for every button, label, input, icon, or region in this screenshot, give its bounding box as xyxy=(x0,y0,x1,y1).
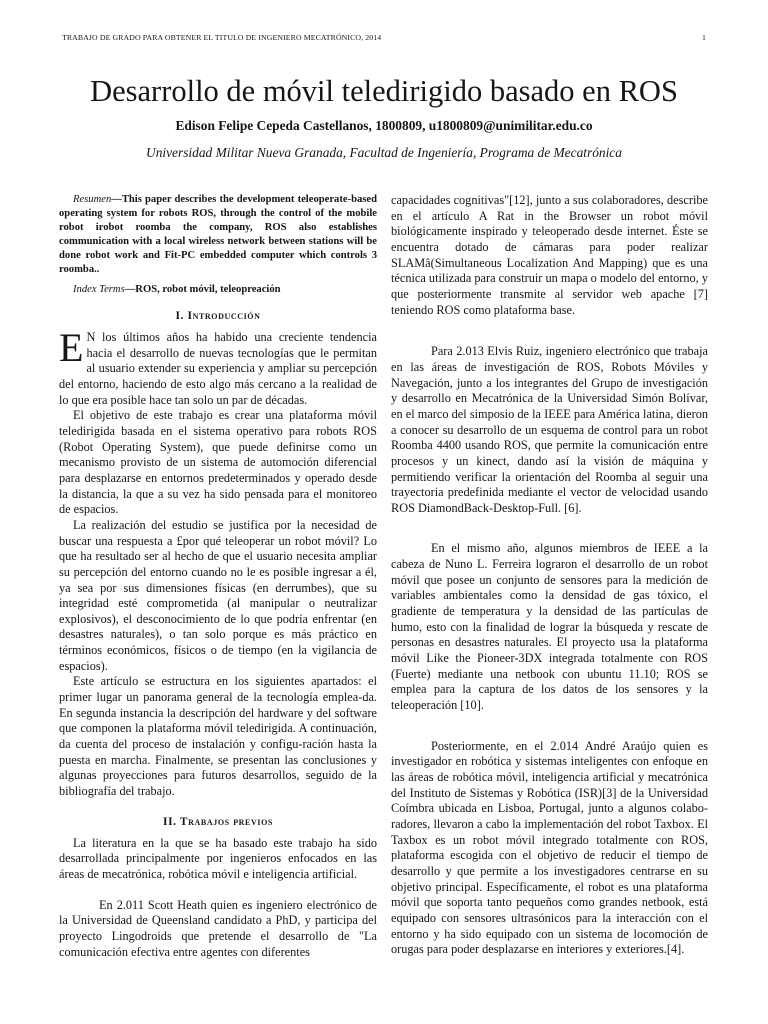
right-paragraph-1: capacidades cognitivas"[12], junto a sus colaboradores, describe en el artículo A Rat in the Browser un robot móvil biológicamente inspirado y teleoperado desde internet. Éste se encuentra dotado de cámaras para poder realizar SLAMâ(Simultaneous Localization And Mapping) que es una técnica utilizada para construir un mapa o modelo del entorno, y que posteriormente transmite al servidor web apache [7] teniendo ROS como plataforma base. xyxy=(391,193,708,317)
index-terms-lead: Index Terms xyxy=(73,284,125,295)
right-paragraph-4: Posteriormente, en el 2.014 André Araújo quien es investigador en robótica y sistemas inteligentes con enfoque en las áreas de robótica móvil, inteligencia artificial y mecatrónica del Instituto de Sistemas y Robótica (ISR)[3] de la Universidad Coímbra ubicada en Lisboa, Portugal, junto a algunos colabo-radores, llevaron a cabo la implementación del robot Taxbox. El Taxbox es un robot móvil integrado totalmente con ROS, plataforma escogida con el objetivo de reducir el tiempo de desarrollo y que permite a los investigadores centrarse en su objetivo principal. Específicamente, el robot es una plataforma móvil que soporta tanto pequeños como grandes netbook, está equipado con sensores ultrasónicos para la interacción con el entorno y ha sido equipado con un sistema de locomoción de orugas para poder desplazarse en interiores y exteriores.[4]. xyxy=(391,738,708,957)
left-column xyxy=(59,193,377,960)
section-heading-introduction: I. Introducción xyxy=(175,310,261,322)
running-head-title: TRABAJO DE GRADO PARA OBTENER EL TITULO DE INGENIERO MECATRÓNICO, 2014 xyxy=(62,33,382,42)
intro-paragraph-2: El objetivo de este trabajo es crear una plataforma móvil teledirigida basada en el sistema operativo para robots ROS (Robot Operating System), que puede definirse como un mecanismo provisto de un sistema de automoción diferencial para desplazarse en entornos predeterminados y operado desde la distancia, la que a su vez ha sido pensada para el monitoreo de espacios. xyxy=(59,408,377,517)
right-paragraph-3: En el mismo año, algunos miembros de IEEE a la cabeza de Nuno L. Ferreira lograron el desarrollo de un robot móvil que posee un conjunto de sensores para la medición de variables ambientales como la densidad de gas tóxico, el gradiente de temperatura y la densidad de las partículas de humo, esto con la finalidad de lograr la búsqueda y rescate de personas en desastres naturales. El proyecto usa la plataforma móvil Like the Pioneer-3DX integrada totalmente con ROS (Fuerte) mediante una netbook con ubuntu 11.10; ROS se emplea para la captura de los datos de los sensores y la teleoperación [10]. xyxy=(391,541,708,713)
intro-paragraph-1-text: N los últimos años ha habido una creciente tendencia hacia el desarrollo de nuevas tecnologías que le permitan al usuario extender su experiencia y ampliar su percepción del entorno, haciendo de esto algo más cercano a la realidad de lo que era posible hace tan solo un par de décadas. xyxy=(59,330,377,407)
index-terms-text: —ROS, robot móvil, teleopreación xyxy=(124,284,281,295)
previous-work-paragraph-1: La literatura en la que se ha basado este trabajo ha sido desarrollada principalmente por ingenieros enfocados en las áreas de mecatrónica, robótica móvil e inteligencia artificial. xyxy=(59,835,377,881)
previous-work-paragraph-2: En 2.011 Scott Heath quien es ingeniero electrónico de la Universidad de Queensland candidato a PhD, y participa del proyecto Lingodroids que pretende el desarrollo de "La comunicación efectiva entre agentes con diferentes xyxy=(59,897,377,959)
paper-affiliation: Universidad Militar Nueva Granada, Facultad de Ingeniería, Programa de Mecatrónica xyxy=(146,145,622,160)
paper-title: Desarrollo de móvil teledirigido basado en ROS xyxy=(90,74,678,108)
right-paragraph-2: Para 2.013 Elvis Ruiz, ingeniero electrónico que trabaja en las áreas de investigación de ROS, Robots Móviles y Navegación, junto a los integrantes del Grupo de investigación y desarrollo en Mecatrónica de la Universidad Simón Bolívar, en el marco del simposio de la IEEE para América latina, dieron a conocer su desarrollo de un esquema de control para un robot Roomba 4400 usando ROS, que permite la comunicación entre procesos y un kinect, dando así la visión de máquina y permitiendo verificar la orientación del Roomba al seguir una trayectoria predefinida mediante el vector de velocidad usando ROS DiamondBack-Desktop-Full. [6]. xyxy=(391,344,708,515)
intro-paragraph-1 xyxy=(59,325,377,408)
section-heading-previous-work: II. Trabajos previos xyxy=(163,815,273,828)
intro-paragraph-4: Este artículo se estructura en los siguientes apartados: el primer lugar un panorama general de la tecnología emplea-da. En segunda instancia la descripción del hardware y del software que componen la plataforma móvil teledirigida. A continuación, da cuenta del proceso de instalación y configu-ración hasta la puesta en marcha. Finalmente, se presentan las conclusiones y algunas proyecciones para futuros desarrollos, seguido de la bibliografía del trabajo. xyxy=(59,674,377,799)
abstract-lead: Resumen xyxy=(73,194,112,205)
paper-authors: Edison Felipe Cepeda Castellanos, 1800809, u1800809@unimilitar.edu.co xyxy=(175,118,593,133)
index-terms xyxy=(59,283,377,297)
right-column xyxy=(391,193,708,958)
abstract xyxy=(59,193,377,277)
page-number: 1 xyxy=(702,33,706,42)
drop-cap: E xyxy=(59,325,84,370)
running-head xyxy=(62,33,706,47)
intro-paragraph-3: La realización del estudio se justifica por la necesidad de buscar una respuesta a £por qué teleoperar un robot móvil? Lo que ha resultado ser al hecho de que el usuario necesita ampliar su percepción del entorno cuando no le es posible ingresar a él, ya sea por sus dimensiones físicas (en derrumbes), que su integridad esté comprometida (al manipular o neutralizar explosivos), el desconocimiento de lo que podría enfrentar (en desastres naturales), o tan solo porque es más práctico en términos económicos, físicos o de tiempo (en la vigilancia de espacios). xyxy=(59,517,377,673)
abstract-text: —This paper describes the development teleoperate-based operating system for robots ROS, through the control of the mobile robot irobot roomba the company, ROS also establishes communication with a local wireless network between stations will be done robot work and Fit-PC embedded computer which controls 3 roomba.. xyxy=(59,194,377,275)
